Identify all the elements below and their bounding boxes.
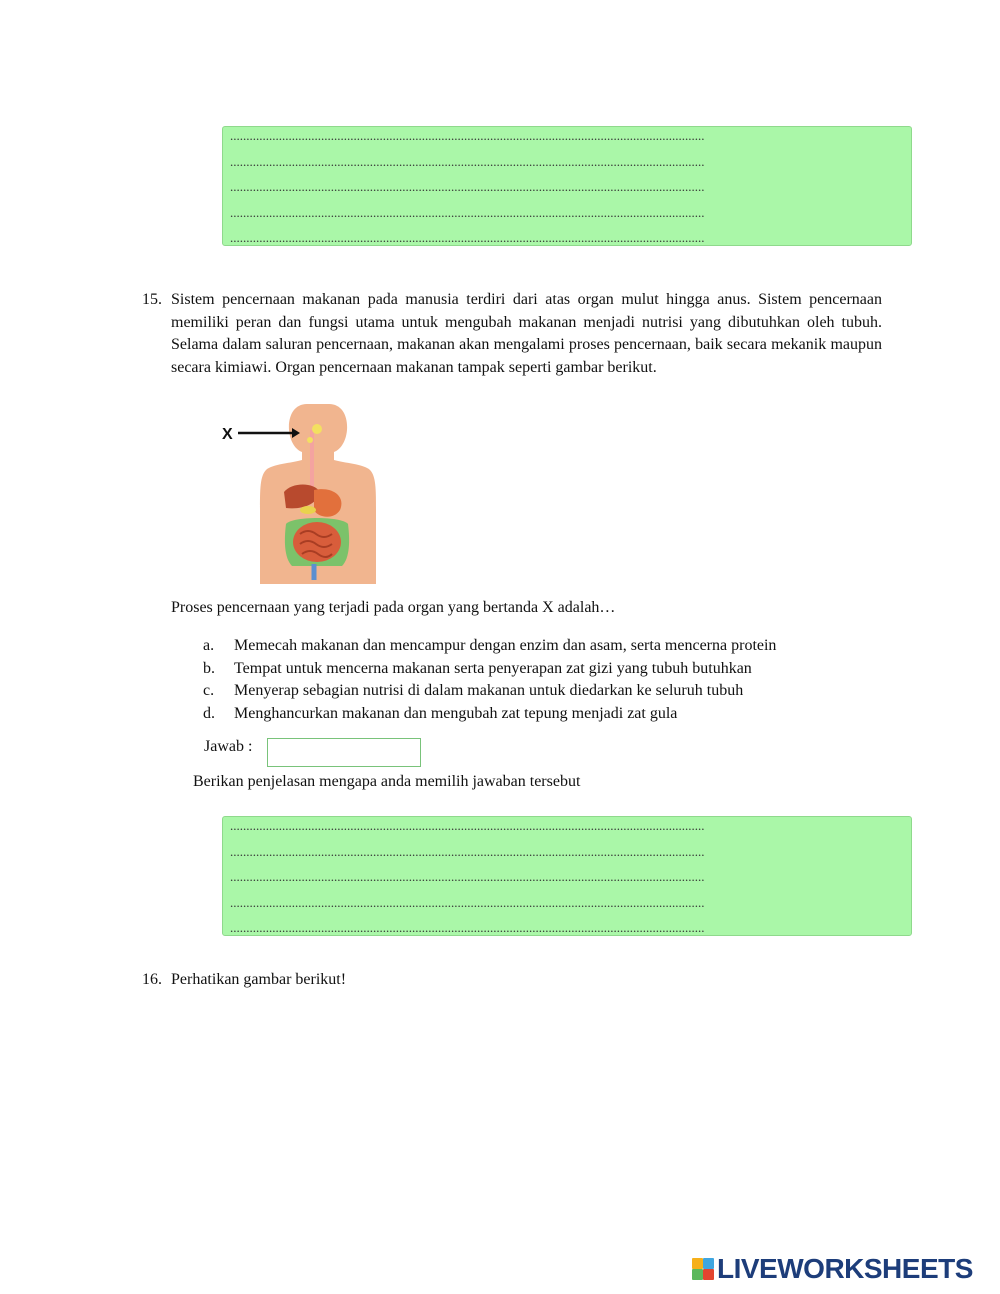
dotted-line: .................................................................................................................................................. <box>230 920 705 936</box>
dotted-line: .................................................................................................................................................. <box>230 869 705 885</box>
question-prompt: Proses pencernaan yang terjadi pada organ yang bertanda X adalah… <box>171 599 616 616</box>
dotted-line: .................................................................................................................................................. <box>230 818 705 833</box>
dotted-line: .................................................................................................................................................. <box>230 843 705 859</box>
logo-square <box>703 1258 714 1269</box>
question-number: 15. <box>142 291 162 308</box>
answer-label: Jawab : <box>204 738 253 755</box>
option-c <box>203 680 776 703</box>
option-letter: c. <box>203 682 215 699</box>
question-text: Perhatikan gambar berikut! <box>171 971 347 988</box>
answer-box-explanation[interactable] <box>222 816 912 936</box>
dotted-line: .................................................................................................................................................. <box>230 179 705 195</box>
dotted-line: .................................................................................................................................................. <box>230 894 705 910</box>
question-text: Sistem pencernaan makanan pada manusia terdiri dari atas organ mulut hingga anus. Sistem pencernaan memiliki peran dan fungsi utama untuk mengubah makanan menjadi nutrisi yang dibutuhkan oleh tubuh. Selama dalam saluran pencernaan, makanan akan mengalami proses pencernaan, baik secara mekanik maupun secara kimiawi. Organ pencernaan makanan tampak seperti gambar berikut. <box>171 291 882 376</box>
option-text: Tempat untuk mencerna makanan serta penyerapan zat gizi yang tubuh butuhkan <box>234 659 752 677</box>
option-d <box>203 703 776 726</box>
logo-square <box>692 1258 703 1269</box>
option-letter: d. <box>203 704 215 722</box>
option-text: Memecah makanan dan mencampur dengan enzim dan asam, serta mencerna protein <box>234 637 777 654</box>
answer-box-top[interactable] <box>222 126 912 246</box>
figure-label-x: X <box>222 426 233 443</box>
explain-prompt: Berikan penjelasan mengapa anda memilih jawaban tersebut <box>193 773 581 790</box>
dotted-line: .................................................................................................................................................. <box>230 153 705 169</box>
logo-square <box>692 1269 703 1280</box>
question-16 <box>142 969 882 992</box>
options-list <box>203 635 776 725</box>
question-number: 16. <box>142 971 162 988</box>
dotted-line: .................................................................................................................................................. <box>230 128 705 143</box>
option-b <box>203 658 776 681</box>
option-letter: b. <box>203 659 215 677</box>
digestive-system-figure <box>222 400 382 586</box>
digestive-system-illustration <box>222 400 382 586</box>
logo-square <box>703 1269 714 1280</box>
option-a <box>203 635 776 658</box>
logo-icon <box>692 1258 714 1280</box>
option-text: Menyerap sebagian nutrisi di dalam makanan untuk diedarkan ke seluruh tubuh <box>234 682 744 699</box>
answer-input[interactable] <box>267 738 421 767</box>
dotted-line: .................................................................................................................................................. <box>230 204 705 220</box>
option-letter: a. <box>203 637 215 654</box>
dotted-line: .................................................................................................................................................. <box>230 230 705 246</box>
question-15 <box>142 289 882 379</box>
logo-text: LIVEWORKSHEETS <box>717 1253 973 1284</box>
option-text: Menghancurkan makanan dan mengubah zat tepung menjadi zat gula <box>234 704 678 722</box>
liveworksheets-logo <box>692 1255 973 1283</box>
